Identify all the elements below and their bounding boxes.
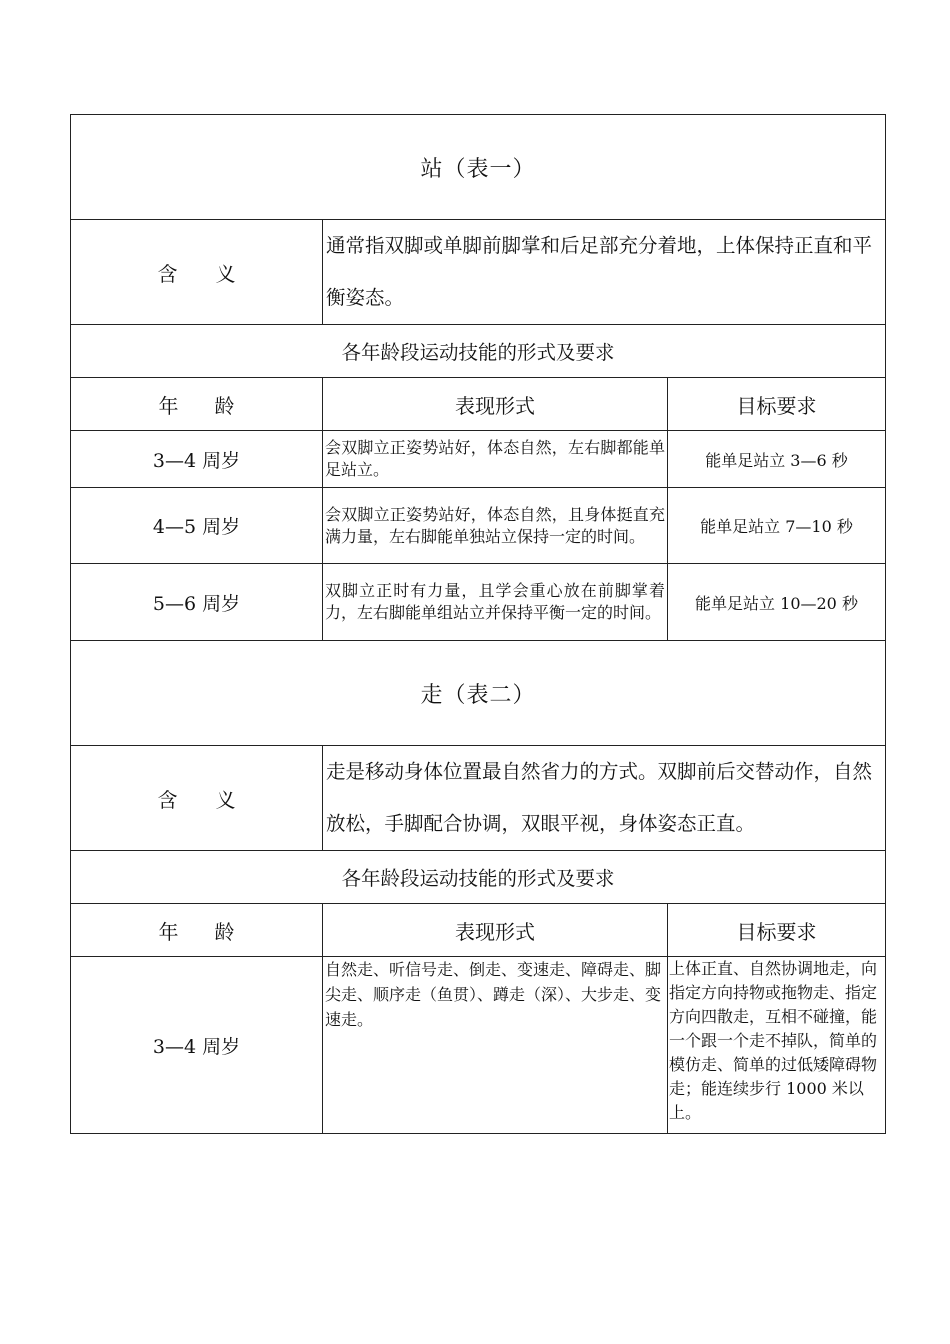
goal-cell: 能单足站立 10—20 秒 <box>668 564 886 641</box>
walk-col-age: 年 龄 <box>71 904 323 957</box>
walk-meaning-label: 含 义 <box>71 746 323 851</box>
goal-cell: 能单足站立 3—6 秒 <box>668 431 886 488</box>
form-cell: 双脚立正时有力量，且学会重心放在前脚掌着力，左右脚能单组站立并保持平衡一定的时间。 <box>323 564 668 641</box>
age-cell: 3—4 周岁 <box>71 431 323 488</box>
stand-section-heading-row <box>71 325 886 378</box>
stand-meaning-row <box>71 220 886 325</box>
stand-title: 站（表一） <box>71 115 886 220</box>
form-cell: 会双脚立正姿势站好，体态自然，左右脚都能单足站立。 <box>323 431 668 488</box>
age-cell: 5—6 周岁 <box>71 564 323 641</box>
walk-title-row <box>71 641 886 746</box>
form-cell: 会双脚立正姿势站好，体态自然，且身体挺直充满力量，左右脚能单独站立保持一定的时间。 <box>323 488 668 564</box>
stand-section-heading: 各年龄段运动技能的形式及要求 <box>71 325 886 378</box>
stand-col-form: 表现形式 <box>323 378 668 431</box>
goal-cell: 上体正直、自然协调地走，向指定方向持物或拖物走、指定方向四散走，互相不碰撞，能一个跟一个走不掉队，简单的模仿走、简单的过低矮障碍物走；能连续步行 1000 米以上。 <box>668 957 886 1134</box>
motor-skills-table <box>70 114 886 1134</box>
stand-column-header-row <box>71 378 886 431</box>
walk-section-heading: 各年龄段运动技能的形式及要求 <box>71 851 886 904</box>
walk-meaning-row <box>71 746 886 851</box>
walk-section-heading-row <box>71 851 886 904</box>
walk-title: 走（表二） <box>71 641 886 746</box>
table-row <box>71 431 886 488</box>
table-row <box>71 564 886 641</box>
stand-col-age: 年 龄 <box>71 378 323 431</box>
stand-meaning-label: 含 义 <box>71 220 323 325</box>
age-cell: 4—5 周岁 <box>71 488 323 564</box>
walk-meaning-text: 走是移动身体位置最自然省力的方式。双脚前后交替动作，自然放松，手脚配合协调，双眼平视，身体姿态正直。 <box>323 746 886 851</box>
goal-cell: 能单足站立 7—10 秒 <box>668 488 886 564</box>
walk-col-goal: 目标要求 <box>668 904 886 957</box>
stand-title-row <box>71 115 886 220</box>
walk-col-form: 表现形式 <box>323 904 668 957</box>
table-row <box>71 488 886 564</box>
walk-column-header-row <box>71 904 886 957</box>
stand-col-goal: 目标要求 <box>668 378 886 431</box>
form-cell: 自然走、听信号走、倒走、变速走、障碍走、脚尖走、顺序走（鱼贯）、蹲走（深）、大步走、变速走。 <box>323 957 668 1134</box>
table-row <box>71 957 886 1134</box>
stand-meaning-text: 通常指双脚或单脚前脚掌和后足部充分着地，上体保持正直和平衡姿态。 <box>323 220 886 325</box>
age-cell: 3—4 周岁 <box>71 957 323 1134</box>
